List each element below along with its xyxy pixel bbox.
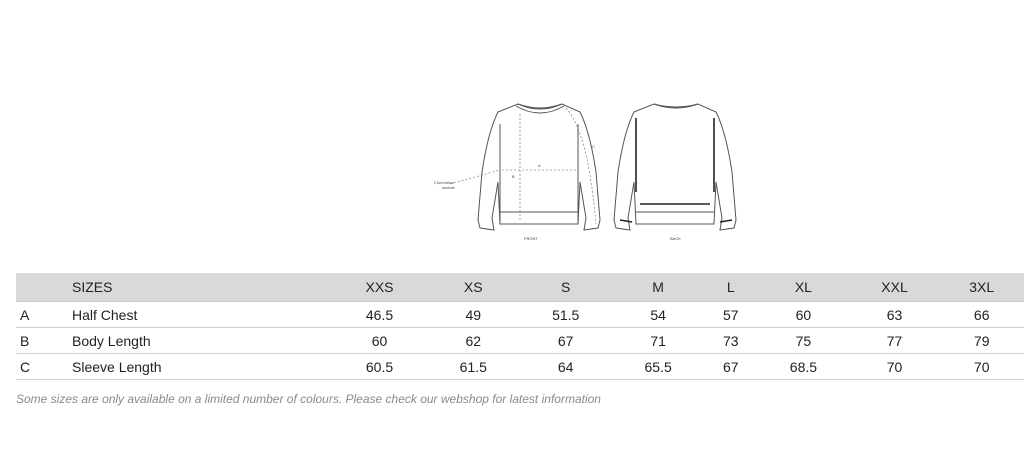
size-value: 77 (850, 328, 940, 354)
size-value: 70 (939, 354, 1024, 380)
back-label: BACK (670, 236, 681, 241)
size-value: 60 (332, 328, 427, 354)
size-value: 63 (850, 302, 940, 328)
size-header: XL (794, 279, 812, 295)
size-chart-table (16, 273, 1024, 380)
armhole-note-line2: armhole (442, 186, 455, 190)
size-header: XXL (881, 279, 908, 295)
size-header: L (726, 279, 735, 295)
size-value: 60 (757, 302, 849, 328)
size-value: 75 (757, 328, 849, 354)
size-value: 46.5 (332, 302, 427, 328)
size-header: 3XL (969, 279, 995, 295)
measure-label: Sleeve Length (56, 354, 332, 380)
front-label: FRONT (524, 236, 538, 241)
size-header: XS (463, 279, 483, 295)
size-value: 54 (612, 302, 704, 328)
table-row (16, 302, 1024, 328)
sizes-header-label: SIZES (72, 279, 113, 295)
size-value: 65.5 (612, 354, 704, 380)
measure-letter: A (16, 302, 56, 328)
size-value: 57 (704, 302, 757, 328)
header-letter-cell (16, 273, 56, 302)
size-value: 68.5 (757, 354, 849, 380)
availability-footnote: Some sizes are only available on a limited number of colours. Please check our webshop for latest information (16, 392, 601, 406)
measure-label: Body Length (56, 328, 332, 354)
size-value: 67 (519, 328, 611, 354)
sweatshirt-diagram (420, 92, 760, 252)
armhole-note-line1: 2,5cm below (434, 181, 454, 185)
size-value: 49 (427, 302, 519, 328)
size-header-row (16, 273, 1024, 302)
size-value: 71 (612, 328, 704, 354)
size-value: 70 (850, 354, 940, 380)
measure-letter: C (16, 354, 56, 380)
size-value: 62 (427, 328, 519, 354)
size-value: 60.5 (332, 354, 427, 380)
size-value: 67 (704, 354, 757, 380)
back-body-outline (614, 104, 736, 230)
size-header: M (652, 279, 664, 295)
size-value: 79 (939, 328, 1024, 354)
size-value: 51.5 (519, 302, 611, 328)
table-row (16, 328, 1024, 354)
measure-label: Half Chest (56, 302, 332, 328)
size-value: 66 (939, 302, 1024, 328)
size-header: S (561, 279, 571, 295)
table-row (16, 354, 1024, 380)
measure-b-label: B (512, 174, 515, 179)
sweatshirt-drawing (420, 92, 760, 252)
size-header: XXS (365, 279, 394, 295)
size-value: 61.5 (427, 354, 519, 380)
measure-c-label: C (592, 144, 595, 149)
measure-letter: B (16, 328, 56, 354)
size-value: 73 (704, 328, 757, 354)
size-value: 64 (519, 354, 611, 380)
measure-a-label: A (538, 163, 541, 168)
